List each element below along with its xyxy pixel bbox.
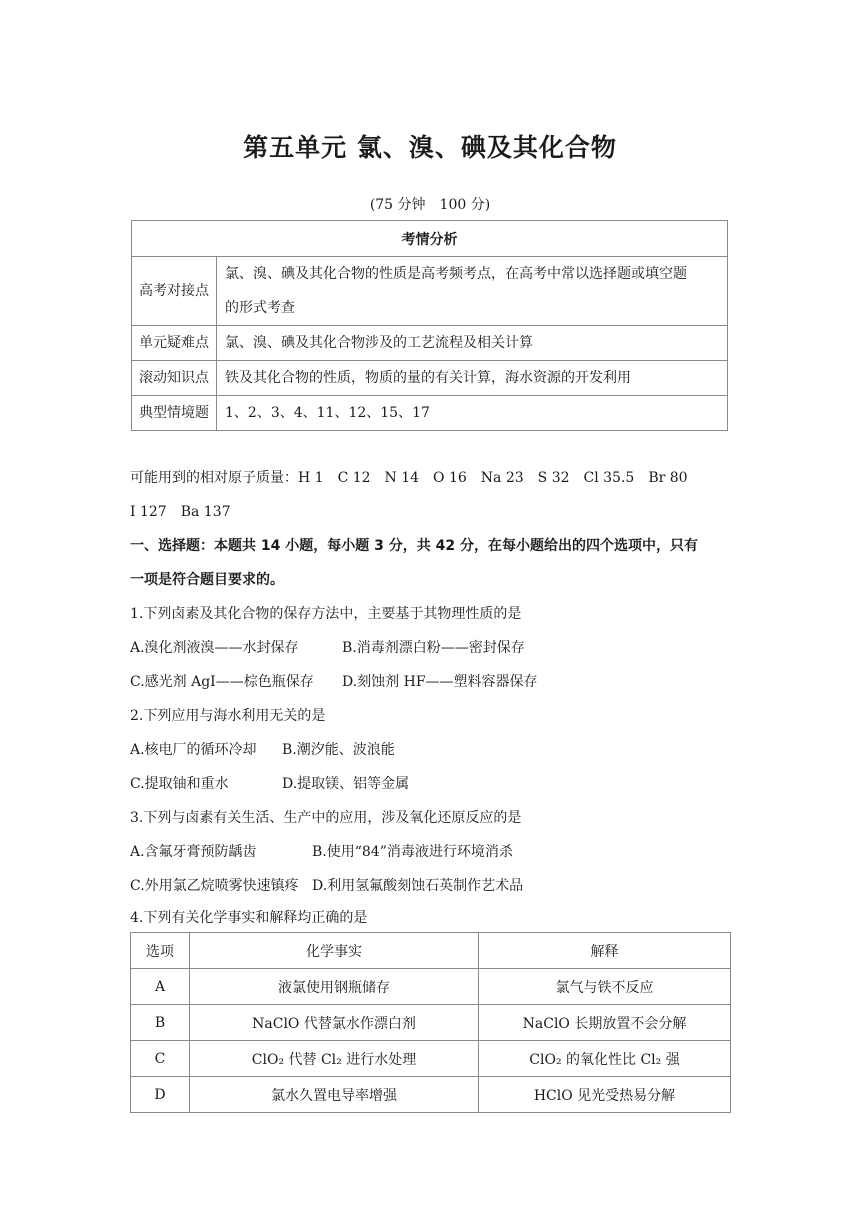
table-row	[132, 361, 728, 396]
row-label: 单元疑难点	[132, 326, 217, 361]
time-score: (75 分钟 100 分)	[369, 197, 491, 213]
cell-explanation: NaClO 长期放置不会分解	[479, 1005, 731, 1041]
cell-fact: ClO₂ 代替 Cl₂ 进行水处理	[190, 1041, 479, 1077]
option-c: C.外用氯乙烷喷雾快速镇疼	[130, 878, 299, 894]
option-a: A.溴化剂液溴——水封保存	[130, 640, 299, 656]
row-content	[217, 257, 728, 326]
row-content: 铁及其化合物的性质，物质的量的有关计算，海水资源的开发利用	[217, 361, 728, 396]
cell-explanation: HClO 见光受热易分解	[479, 1077, 731, 1113]
cell-explanation: 氯气与铁不反应	[479, 969, 731, 1005]
table-row	[132, 326, 728, 361]
table-row	[131, 1005, 731, 1041]
row-label: 高考对接点	[132, 257, 217, 326]
row-text-line: 的形式考查	[225, 300, 295, 316]
cell-option: C	[131, 1041, 190, 1077]
table-row	[132, 257, 728, 326]
cell-option: B	[131, 1005, 190, 1041]
row-label: 滚动知识点	[132, 361, 217, 396]
option-c: C.感光剂 AgI——棕色瓶保存	[130, 674, 314, 690]
row-label: 典型情境题	[132, 396, 217, 431]
analysis-table	[131, 220, 728, 431]
option-d: D.提取镁、铝等金属	[282, 776, 410, 792]
option-a: A.含氟牙膏预防龋齿	[130, 844, 257, 860]
option-a: A.核电厂的循环冷却	[130, 742, 257, 758]
table-row	[132, 396, 728, 431]
cell-fact: 液氯使用钢瓶储存	[190, 969, 479, 1005]
section-heading: 一、选择题：本题共 14 小题，每小题 3 分，共 42 分，在每小题给出的四个选项中，只有	[130, 538, 698, 554]
option-b: B.使用“84”消毒液进行环境消杀	[312, 844, 513, 860]
option-b: B.潮汐能、波浪能	[282, 742, 395, 758]
col-header-explanation: 解释	[479, 933, 731, 969]
option-d: D.利用氢氟酸刻蚀石英制作艺术品	[312, 878, 524, 894]
table-row	[131, 969, 731, 1005]
cell-option: A	[131, 969, 190, 1005]
table-row	[131, 1041, 731, 1077]
section-heading: 一项是符合题目要求的。	[130, 572, 284, 588]
table-row	[131, 1077, 731, 1113]
question-stem: 4.下列有关化学事实和解释均正确的是	[130, 910, 368, 926]
atomic-mass-line: I 127 Ba 137	[130, 504, 231, 520]
atomic-mass-line: 可能用到的相对原子质量：H 1 C 12 N 14 O 16 Na 23 S 32 Cl 35.5 Br 80	[130, 470, 688, 486]
col-header-option: 选项	[131, 933, 190, 969]
row-text-line: 氯、溴、碘及其化合物的性质是高考频考点，在高考中常以选择题或填空题	[225, 266, 687, 282]
question-stem: 2.下列应用与海水利用无关的是	[130, 708, 326, 724]
cell-option: D	[131, 1077, 190, 1113]
option-c: C.提取铀和重水	[130, 776, 229, 792]
cell-fact: 氯水久置电导率增强	[190, 1077, 479, 1113]
col-header-fact: 化学事实	[190, 933, 479, 969]
question-stem: 3.下列与卤素有关生活、生产中的应用，涉及氧化还原反应的是	[130, 810, 522, 826]
option-d: D.刻蚀剂 HF——塑料容器保存	[342, 674, 538, 690]
analysis-header: 考情分析	[132, 221, 728, 257]
cell-fact: NaClO 代替氯水作漂白剂	[190, 1005, 479, 1041]
page-title: 第五单元 氯、溴、碘及其化合物	[243, 133, 617, 162]
row-content: 1、2、3、4、11、12、15、17	[217, 396, 728, 431]
facts-table	[130, 932, 731, 1113]
question-stem: 1.下列卤素及其化合物的保存方法中，主要基于其物理性质的是	[130, 606, 522, 622]
option-b: B.消毒剂漂白粉——密封保存	[342, 640, 525, 656]
cell-explanation: ClO₂ 的氧化性比 Cl₂ 强	[479, 1041, 731, 1077]
row-content: 氯、溴、碘及其化合物涉及的工艺流程及相关计算	[217, 326, 728, 361]
